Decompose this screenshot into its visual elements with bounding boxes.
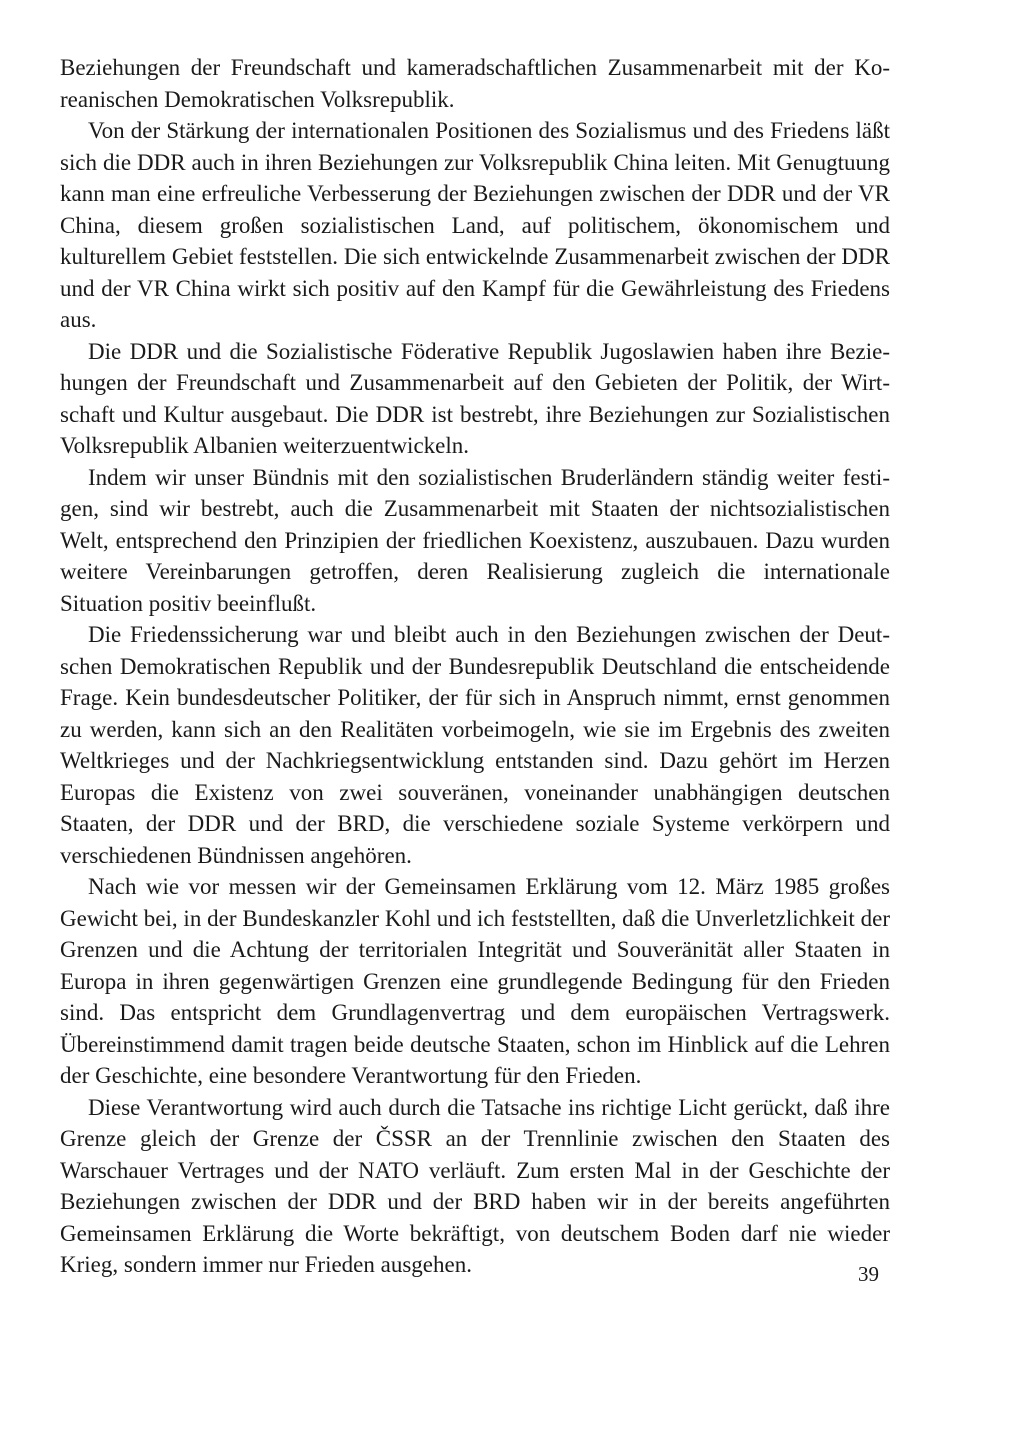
paragraph-4: Indem wir unser Bündnis mit den sozialistischen Bruderländern ständig weiter festigen, sind wir bestrebt, auch die Zusammenarbeit mit Staaten der nichtsozialistischen Welt, entsprechend den Prinzipien der friedlichen Koexistenz, auszubauen. Dazu wurden weitere Vereinbarungen getroffen, deren Realisierung zugleich die internationale Situation positiv beeinflußt. (60, 464, 890, 616)
page-number: 39 (858, 1262, 879, 1286)
paragraph-1: Beziehungen der Freundschaft und kameradschaftlichen Zusammenarbeit mit der Koreanischen Demokratischen Volksrepublik. (60, 55, 890, 112)
paragraph-5: Die Friedenssicherung war und bleibt auch in den Beziehungen zwischen der Deutschen Demokratischen Republik und der Bundesrepublik Deutschland die entscheidende Frage. Kein bundesdeutscher Politiker, der für sich in Anspruch nimmt, ernst genommen zu werden, kann sich an den Realitäten vorbeimogeln, wie sie im Ergebnis des zweiten Weltkrieges und der Nachkriegsentwicklung entstanden sind. Dazu gehört im Herzen Europas die Existenz von zwei souveränen, voneinander unabhängigen deutschen Staaten, der DDR und der BRD, die verschiedene soziale Systeme verkörpern und verschiedenen Bündnissen angehören. (60, 622, 890, 868)
document-page (60, 52, 890, 1281)
paragraph-6: Nach wie vor messen wir der Gemeinsamen Erklärung vom 12. März 1985 großes Gewicht bei, in der Bundeskanzler Kohl und ich feststellten, daß die Unverletzlichkeit der Grenzen und die Achtung der territorialen Integrität und Souveränität aller Staaten in Europa in ihren gegenwärtigen Grenzen eine grundlegende Bedingung für den Frieden sind. Das entspricht dem Grundlagenvertrag und dem europäischen Vertragswerk. Übereinstimmend damit tragen beide deutsche Staaten, schon im Hinblick auf die Lehren der Geschichte, eine besondere Verantwortung für den Frieden. (60, 874, 890, 1088)
paragraph-7: Diese Verantwortung wird auch durch die Tatsache ins richtige Licht gerückt, daß ihre Grenze gleich der Grenze der ČSSR an der Trennlinie zwischen den Staaten des Warschauer Vertrages und der NATO verläuft. Zum ersten Mal in der Geschichte der Beziehungen zwischen der DDR und der BRD haben wir in der bereits angeführten Gemeinsamen Erklärung die Worte bekräftigt, von deutschem Boden darf nie wieder Krieg, sondern immer nur Frieden ausgehen. (60, 1094, 890, 1277)
paragraph-2: Von der Stärkung der internationalen Positionen des Sozialismus und des Friedens läßt sich die DDR auch in ihren Beziehungen zur Volksrepublik China leiten. Mit Genugtuung kann man eine erfreuliche Verbesserung der Beziehungen zwischen der DDR und der VR China, diesem großen sozialistischen Land, auf politischem, ökonomischem und kulturellem Gebiet feststellen. Die sich entwickelnde Zusammenarbeit zwischen der DDR und der VR China wirkt sich positiv auf den Kampf für die Gewährleistung des Friedens aus. (60, 118, 890, 332)
paragraph-3: Die DDR und die Sozialistische Föderative Republik Jugoslawien haben ihre Beziehungen der Freundschaft und Zusammenarbeit auf den Gebieten der Politik, der Wirtschaft und Kultur ausgebaut. Die DDR ist bestrebt, ihre Beziehungen zur Sozialistischen Volksrepublik Albanien weiterzuentwickeln. (60, 338, 890, 458)
